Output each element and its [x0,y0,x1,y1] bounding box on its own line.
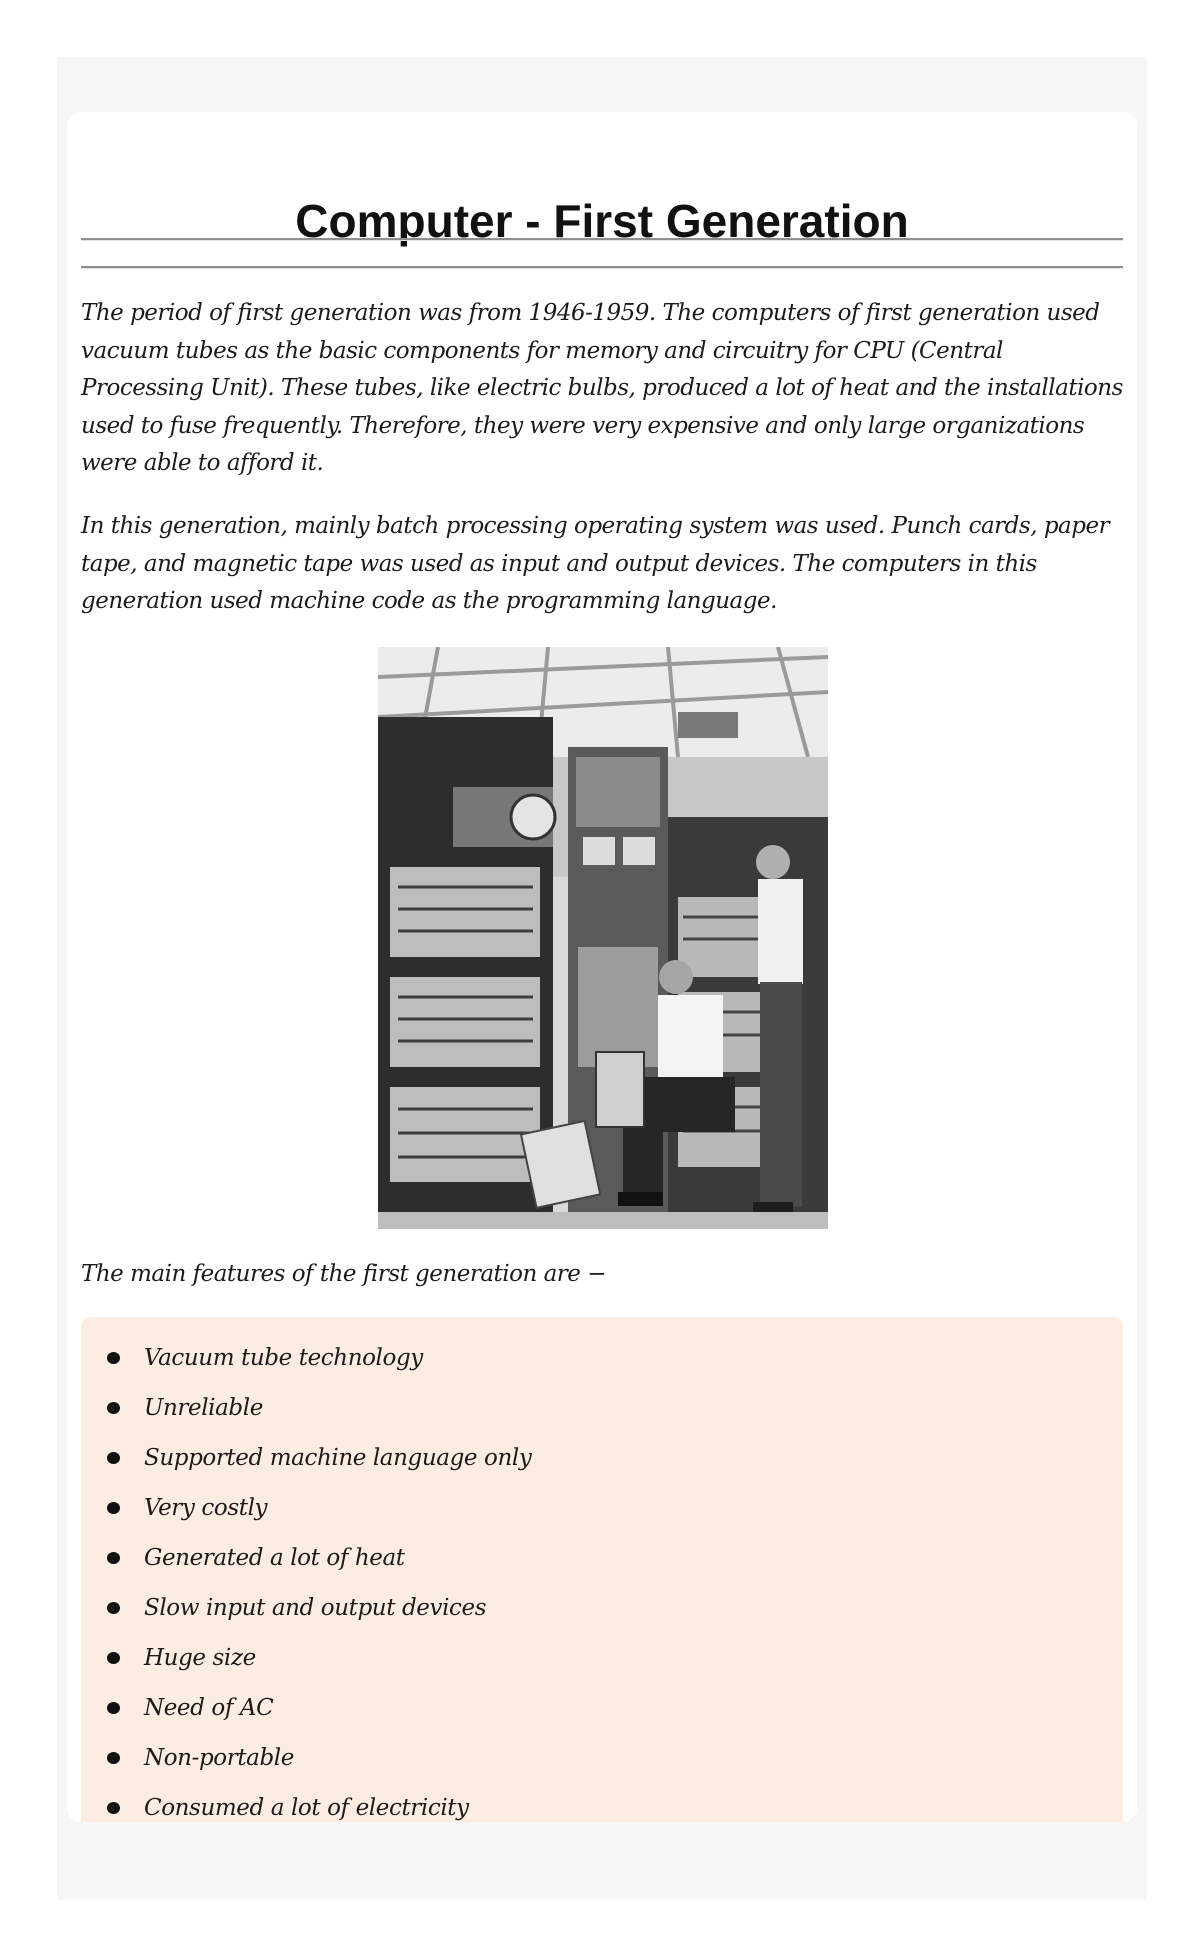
feature-item [81,1389,1123,1439]
page-background [57,57,1147,1900]
feature-text: Non-portable [144,1745,294,1771]
bullet-icon [107,1352,120,1364]
feature-item [81,1489,1123,1539]
feature-item [81,1589,1123,1639]
feature-text: Consumed a lot of electricity [144,1795,469,1821]
features-intro: The main features of the first generation are − [81,1261,606,1287]
feature-text: Need of AC [144,1695,274,1721]
bullet-icon [107,1752,120,1764]
features-box [81,1317,1123,1822]
bullet-icon [107,1702,120,1714]
feature-text: Huge size [144,1645,256,1671]
feature-item [81,1739,1123,1789]
feature-text: Slow input and output devices [144,1595,487,1621]
feature-item [81,1639,1123,1689]
feature-text: Generated a lot of heat [144,1545,405,1571]
bullet-icon [107,1802,120,1814]
bullet-icon [107,1552,120,1564]
feature-item [81,1539,1123,1589]
feature-item [81,1339,1123,1389]
bullet-icon [107,1502,120,1514]
features-list [81,1339,1123,1822]
operating-system-paragraph: In this generation, mainly batch processing operating system was used. Punch cards, paper tape, and magnetic tape was used as input and output devices. The computers in this generation used machine code as the programming language. [81,513,1110,614]
feature-text: Vacuum tube technology [144,1345,423,1371]
page-title: Computer - First Generation [295,195,909,247]
content-card [67,112,1137,1822]
bullet-icon [107,1402,120,1414]
feature-text: Unreliable [144,1395,263,1421]
feature-text: Supported machine language only [144,1445,532,1471]
title-divider-bottom [81,266,1123,269]
bullet-icon [107,1652,120,1664]
feature-item [81,1789,1123,1822]
bullet-icon [107,1602,120,1614]
feature-item [81,1689,1123,1739]
feature-item [81,1439,1123,1489]
bullet-icon [107,1452,120,1464]
first-generation-computer-photo [378,647,828,1229]
intro-paragraph: The period of first generation was from 1946-1959. The computers of first generation used vacuum tubes as the basic components for memory and circuitry for CPU (Central Processing Unit). These tubes, like electric bulbs, produced a lot of heat and the installations used to fuse frequently. Therefore, they were very expensive and only large organizations were able to afford it. [81,300,1123,476]
title-divider-top [81,238,1123,241]
feature-text: Very costly [144,1495,268,1521]
